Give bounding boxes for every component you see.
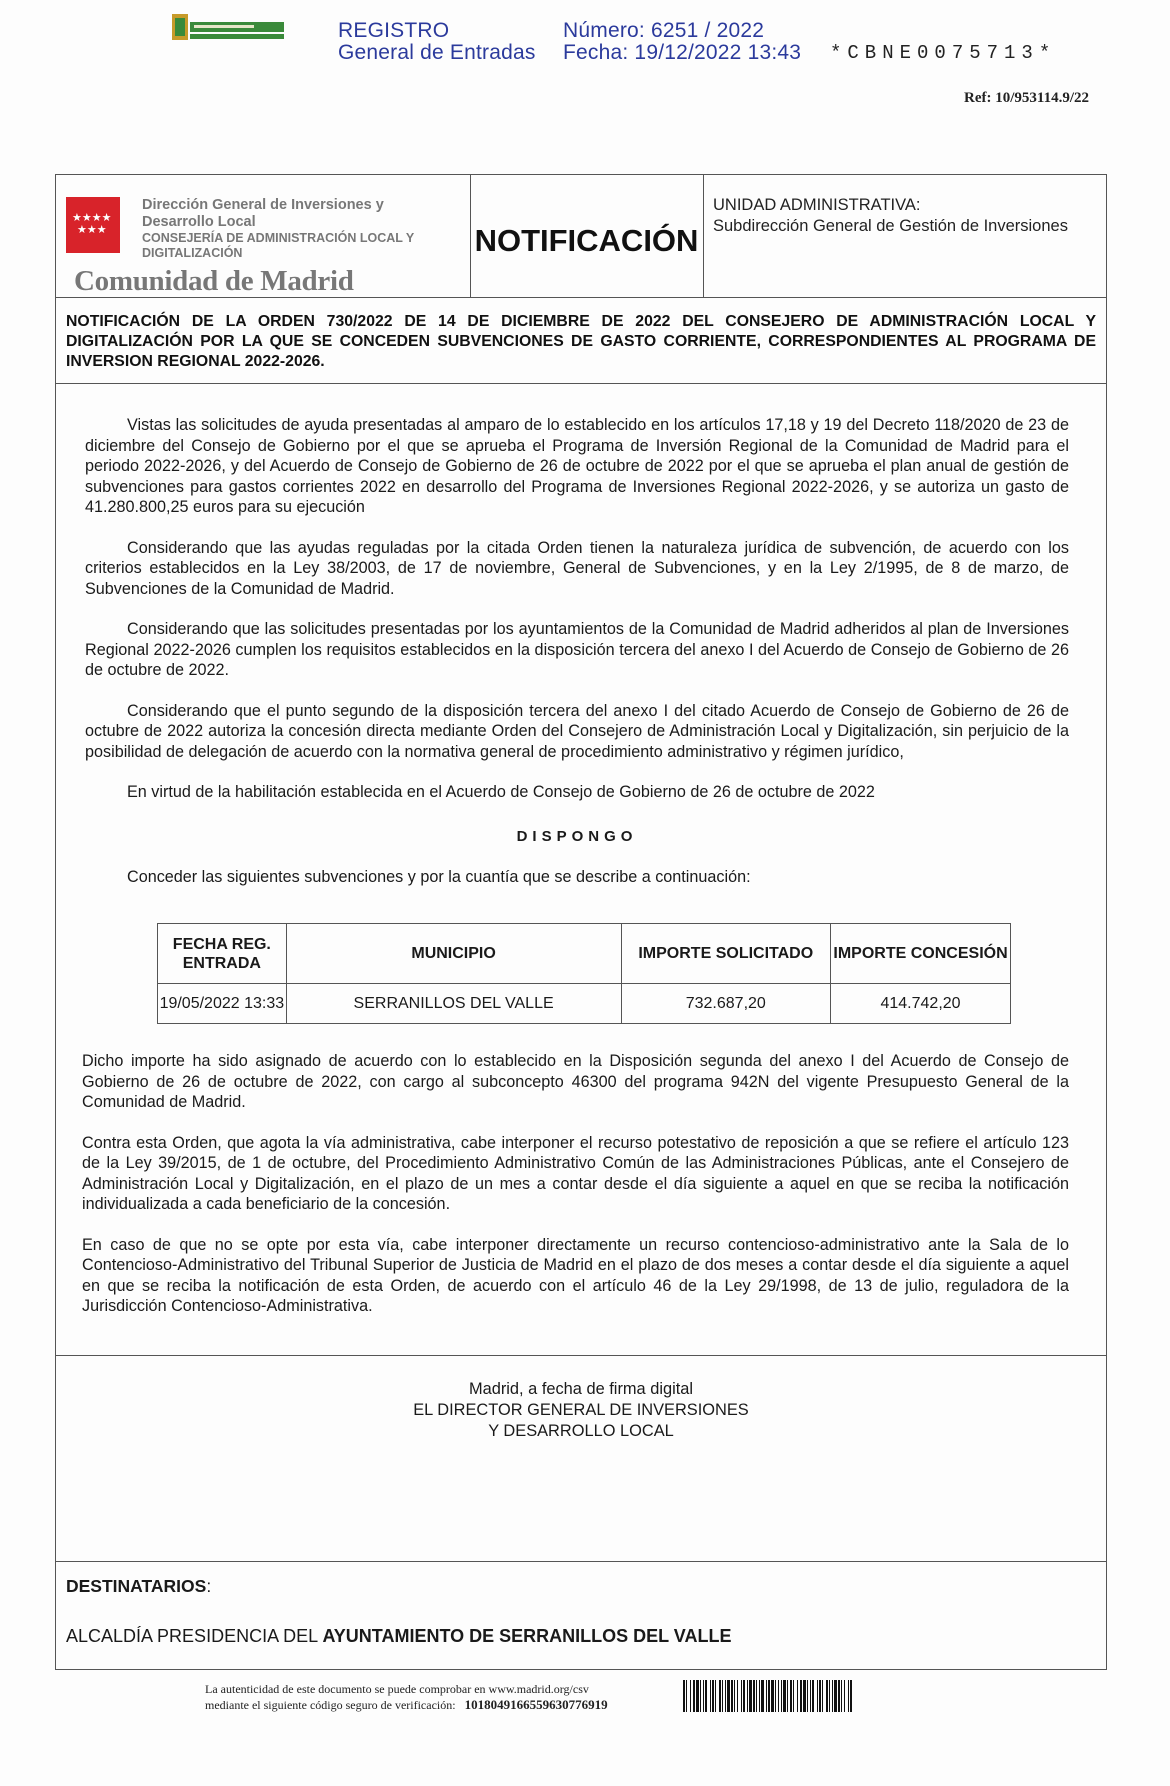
paragraph-recurso-contencioso: En caso de que no se opte por esta vía, cabe interponer directamente un recurso contencioso-administrativo ante la Sala de lo Contencioso-Administrativo del Tribunal Superior de Justicia de Madrid en el plazo de dos meses a contar desde el día siguiente a aquel en que se reciba la notificación de esta Orden, de acuerdo con el artículo 46 de la Ley 29/1998, de 13 de julio, reguladora de la Jurisdicción Contencioso-Administrativa.	[82, 1235, 1069, 1315]
svg-text:★★★: ★★★	[77, 223, 107, 236]
ministry-name-line2: DIGITALIZACIÓN	[142, 246, 243, 260]
document-type-title: NOTIFICACIÓN	[474, 223, 699, 258]
recipients-label-colon: :	[206, 1576, 212, 1596]
body-text	[85, 415, 1069, 908]
column-header: FECHA REG. ENTRADA	[158, 924, 287, 984]
unit-name: Subdirección General de Gestión de Inversiones	[713, 217, 1068, 235]
verification-label: mediante el siguiente código seguro de verificación:	[205, 1698, 456, 1712]
recipient	[66, 1626, 731, 1647]
signature-title-line1: EL DIRECTOR GENERAL DE INVERSIONES	[413, 1401, 749, 1419]
table-row	[158, 984, 1011, 1024]
department-block	[142, 197, 462, 261]
barcode-icon	[683, 1680, 853, 1712]
order-title: NOTIFICACIÓN DE LA ORDEN 730/2022 DE 14 DE DICIEMBRE DE 2022 DEL CONSEJERO DE ADMINISTRACIÓN LOCAL Y DIGITALIZACIÓN POR LA QUE SE CONCEDEN SUBVENCIONES DE GASTO CORRIENTE, CORRESPONDIENTES AL PROGRAMA DE INVERSION REGIONAL 2022-2026.	[66, 313, 1096, 370]
registry-subtitle: General de Entradas	[338, 41, 536, 64]
registry-date: Fecha: 19/12/2022 13:43	[563, 41, 802, 64]
unit-label: UNIDAD ADMINISTRATIVA:	[713, 196, 921, 214]
registry-code: *CBNE0075713*	[830, 42, 1057, 64]
verification-footer	[205, 1682, 608, 1713]
column-header: MUNICIPIO	[286, 924, 621, 984]
paragraph-en-virtud: En virtud de la habilitación establecida en el Acuerdo de Consejo de Gobierno de 26 de octubre de 2022	[127, 783, 875, 801]
paragraph-considerando-2: Considerando que las solicitudes presentadas por los ayuntamientos de la Comunidad de Madrid adheridos al plan de Inversiones Regional 2022-2026 cumplen los requisitos establecidos en la disposición tercera del anexo I del Acuerdo de Consejo de Gobierno de 26 de octubre de 2022.	[85, 620, 1069, 679]
recipients-label-text: DESTINATARIOS	[66, 1576, 207, 1596]
dispongo-heading: DISPONGO	[516, 827, 638, 845]
registry-label	[338, 20, 536, 64]
paragraph-recurso-reposicion: Contra esta Orden, que agota la vía administrativa, cabe interponer el recurso potestativo de reposición a que se refiere el artículo 123 de la Ley 39/2015, de 1 de octubre, del Procedimiento Administrativo Común de las Administraciones Públicas, ante el Consejero de Administración Local y Digitalización, en el plazo de un mes a contar desde el día siguiente a aquel en que se reciba la notificación individualizada a cada beneficiario de la concesión.	[82, 1133, 1069, 1213]
ayuntamiento-logo-icon	[158, 12, 286, 44]
comunidad-madrid-flag-icon	[66, 197, 120, 253]
recipients-label	[66, 1576, 211, 1597]
column-header: IMPORTE CONCESIÓN	[831, 924, 1011, 984]
reference-number: Ref: 10/953114.9/22	[964, 90, 1089, 106]
recipient-name: AYUNTAMIENTO DE SERRANILLOS DEL VALLE	[322, 1626, 732, 1646]
signature-block	[56, 1379, 1106, 1442]
table-header-row	[158, 924, 1011, 984]
registry-number-date	[563, 20, 801, 64]
verification-text: La autenticidad de este documento se puede comprobar en www.madrid.org/csv	[205, 1682, 589, 1696]
paragraph-vistas: Vistas las solicitudes de ayuda presentadas al amparo de lo establecido en los artículos 17,18 y 19 del Decreto 118/2020 de 23 de diciembre del Consejo de Gobierno por el que se aprueba el Programa de Inversión Regional de la Comunidad de Madrid para el periodo 2022-2026, y del Acuerdo de Consejo de Gobierno de 26 de octubre de 2022 por el que se aprueba el plan anual de gestión de subvenciones para gastos corrientes 2022 en desarrollo del Programa de Inversiones Regional 2022-2026, y se autoriza un gasto de 41.280.800,25 euros para su ejecución	[85, 416, 1069, 516]
paragraph-considerando-3: Considerando que el punto segundo de la disposición tercera del anexo I del citado Acuerdo de Consejo de Gobierno de 26 de octubre de 2022 autoriza la concesión directa mediante Orden del Consejero de Administración Local y Digitalización, sin perjuicio de la posibilidad de delegación de acuerdo con la normativa general de procedimiento administrativo y régimen jurídico,	[85, 701, 1069, 761]
table-cell: 19/05/2022 13:33	[158, 984, 287, 1024]
registry-title: REGISTRO	[338, 19, 450, 42]
paragraph-asignado: Dicho importe ha sido asignado de acuerdo con lo establecido en la Disposición segunda del anexo I del Acuerdo de Consejo de Gobierno de 26 de octubre de 2022, con cargo al subconcepto 46300 del programa 942N del vigente Presupuesto General de la Comunidad de Madrid.	[82, 1052, 1069, 1111]
department-name-line2: Desarrollo Local	[142, 214, 256, 230]
closing-text	[82, 1051, 1069, 1337]
table-cell: 414.742,20	[831, 984, 1011, 1024]
verification-code: 1018049166559630776919	[464, 1697, 608, 1712]
table-cell: SERRANILLOS DEL VALLE	[286, 984, 621, 1024]
recipient-prefix: ALCALDÍA PRESIDENCIA DEL	[66, 1626, 323, 1646]
table-cell: 732.687,20	[621, 984, 831, 1024]
signature-place-date: Madrid, a fecha de firma digital	[468, 1380, 694, 1398]
department-name-line1: Dirección General de Inversiones y	[142, 197, 384, 213]
notification-frame	[55, 174, 1107, 1670]
signature-title-line2: Y DESARROLLO LOCAL	[488, 1422, 674, 1440]
paragraph-considerando-1: Considerando que las ayudas reguladas por la citada Orden tienen la naturaleza jurídica de subvención, de acuerdo con los criterios establecidos en la Ley 38/2003, de 17 de noviembre, General de Subvenciones, y en la Ley 2/1995, de 8 de marzo, de Subvenciones de la Comunidad de Madrid.	[85, 538, 1069, 598]
paragraph-conceder: Conceder las siguientes subvenciones y por la cuantía que se describe a continuación:	[127, 868, 751, 886]
administrative-unit	[713, 195, 1103, 237]
svg-text:★★★★: ★★★★	[72, 211, 112, 224]
registry-number: Número: 6251 / 2022	[563, 19, 765, 42]
subsidy-table	[157, 923, 1011, 1024]
organization-name: Comunidad de Madrid	[74, 265, 354, 297]
column-header: IMPORTE SOLICITADO	[621, 924, 831, 984]
ministry-name-line1: CONSEJERÍA DE ADMINISTRACIÓN LOCAL Y	[142, 231, 415, 245]
